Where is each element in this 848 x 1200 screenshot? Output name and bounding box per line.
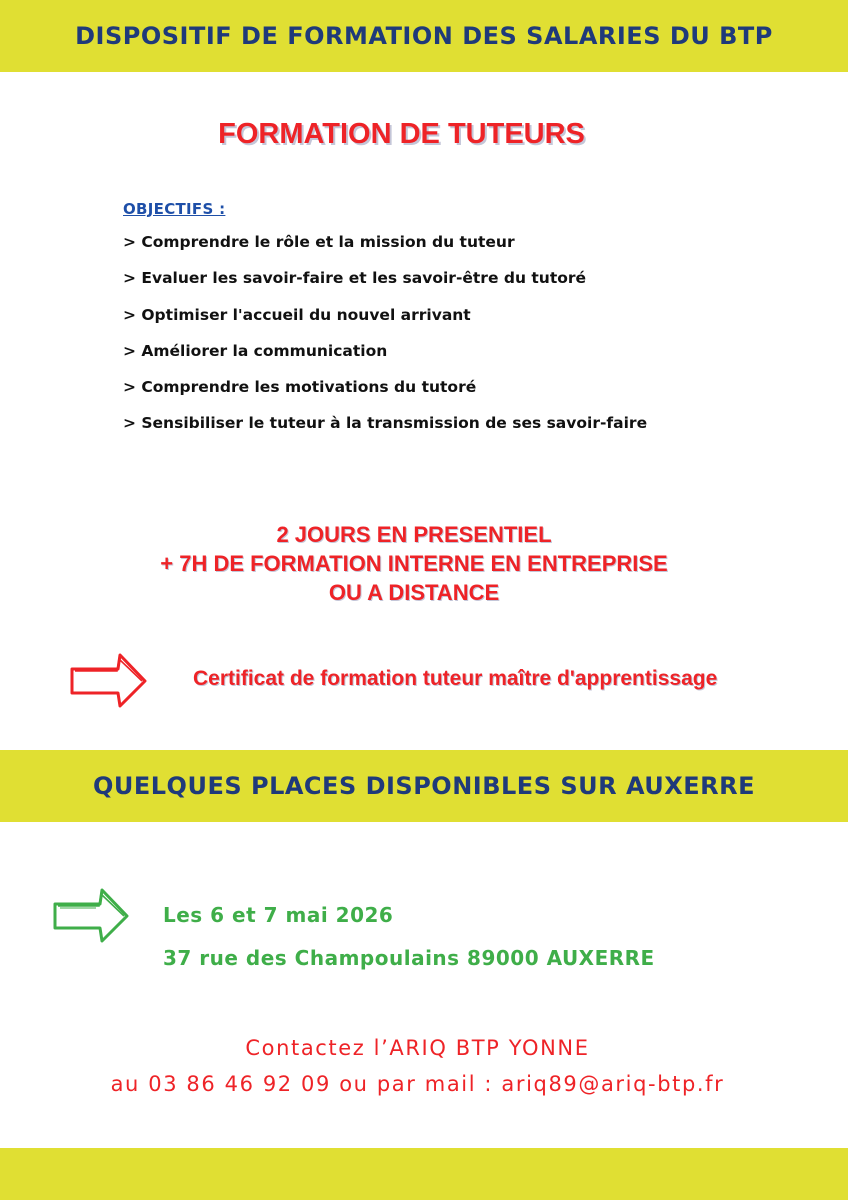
certificate-text: Certificat de formation tuteur maître d'apprentissage — [193, 667, 718, 690]
objectives-heading: OBJECTIFS : — [123, 200, 226, 218]
availability-title: QUELQUES PLACES DISPONIBLES SUR AUXERRE — [92, 772, 756, 800]
right-arrow-icon — [52, 887, 132, 945]
page-title: FORMATION DE TUTEURS — [218, 118, 585, 150]
header-title: DISPOSITIF DE FORMATION DES SALARIES DU BTP — [75, 22, 773, 50]
duration-line: OU A DISTANCE — [328, 580, 500, 605]
right-arrow-icon — [68, 652, 150, 710]
objective-item: > Optimiser l'accueil du nouvel arrivant — [123, 305, 471, 324]
objectives-section — [123, 200, 647, 450]
contact-line: Contactez l’ARIQ BTP YONNE — [245, 1036, 590, 1060]
objective-item: > Sensibiliser le tuteur à la transmission de ses savoir-faire — [123, 414, 648, 433]
objective-item: > Comprendre les motivations du tutoré — [123, 378, 477, 397]
session-info — [163, 900, 655, 973]
objective-item: > Améliorer la communication — [123, 341, 388, 360]
contact-block — [0, 1030, 835, 1102]
contact-line: au 03 86 46 92 09 ou par mail : ariq89@ariq-btp.fr — [110, 1072, 725, 1096]
header-band — [0, 0, 848, 72]
duration-line: + 7H DE FORMATION INTERNE EN ENTREPRISE — [160, 551, 668, 576]
objective-item: > Comprendre le rôle et la mission du tuteur — [123, 233, 515, 251]
objective-item: > Evaluer les savoir-faire et les savoir-être du tutoré — [123, 269, 587, 288]
footer-band — [0, 1148, 848, 1200]
session-date: Les 6 et 7 mai 2026 — [163, 903, 394, 927]
session-address: 37 rue des Champoulains 89000 AUXERRE — [163, 946, 655, 970]
duration-line: 2 JOURS EN PRESENTIEL — [276, 522, 552, 547]
availability-band — [0, 750, 848, 822]
duration-block — [0, 520, 828, 607]
